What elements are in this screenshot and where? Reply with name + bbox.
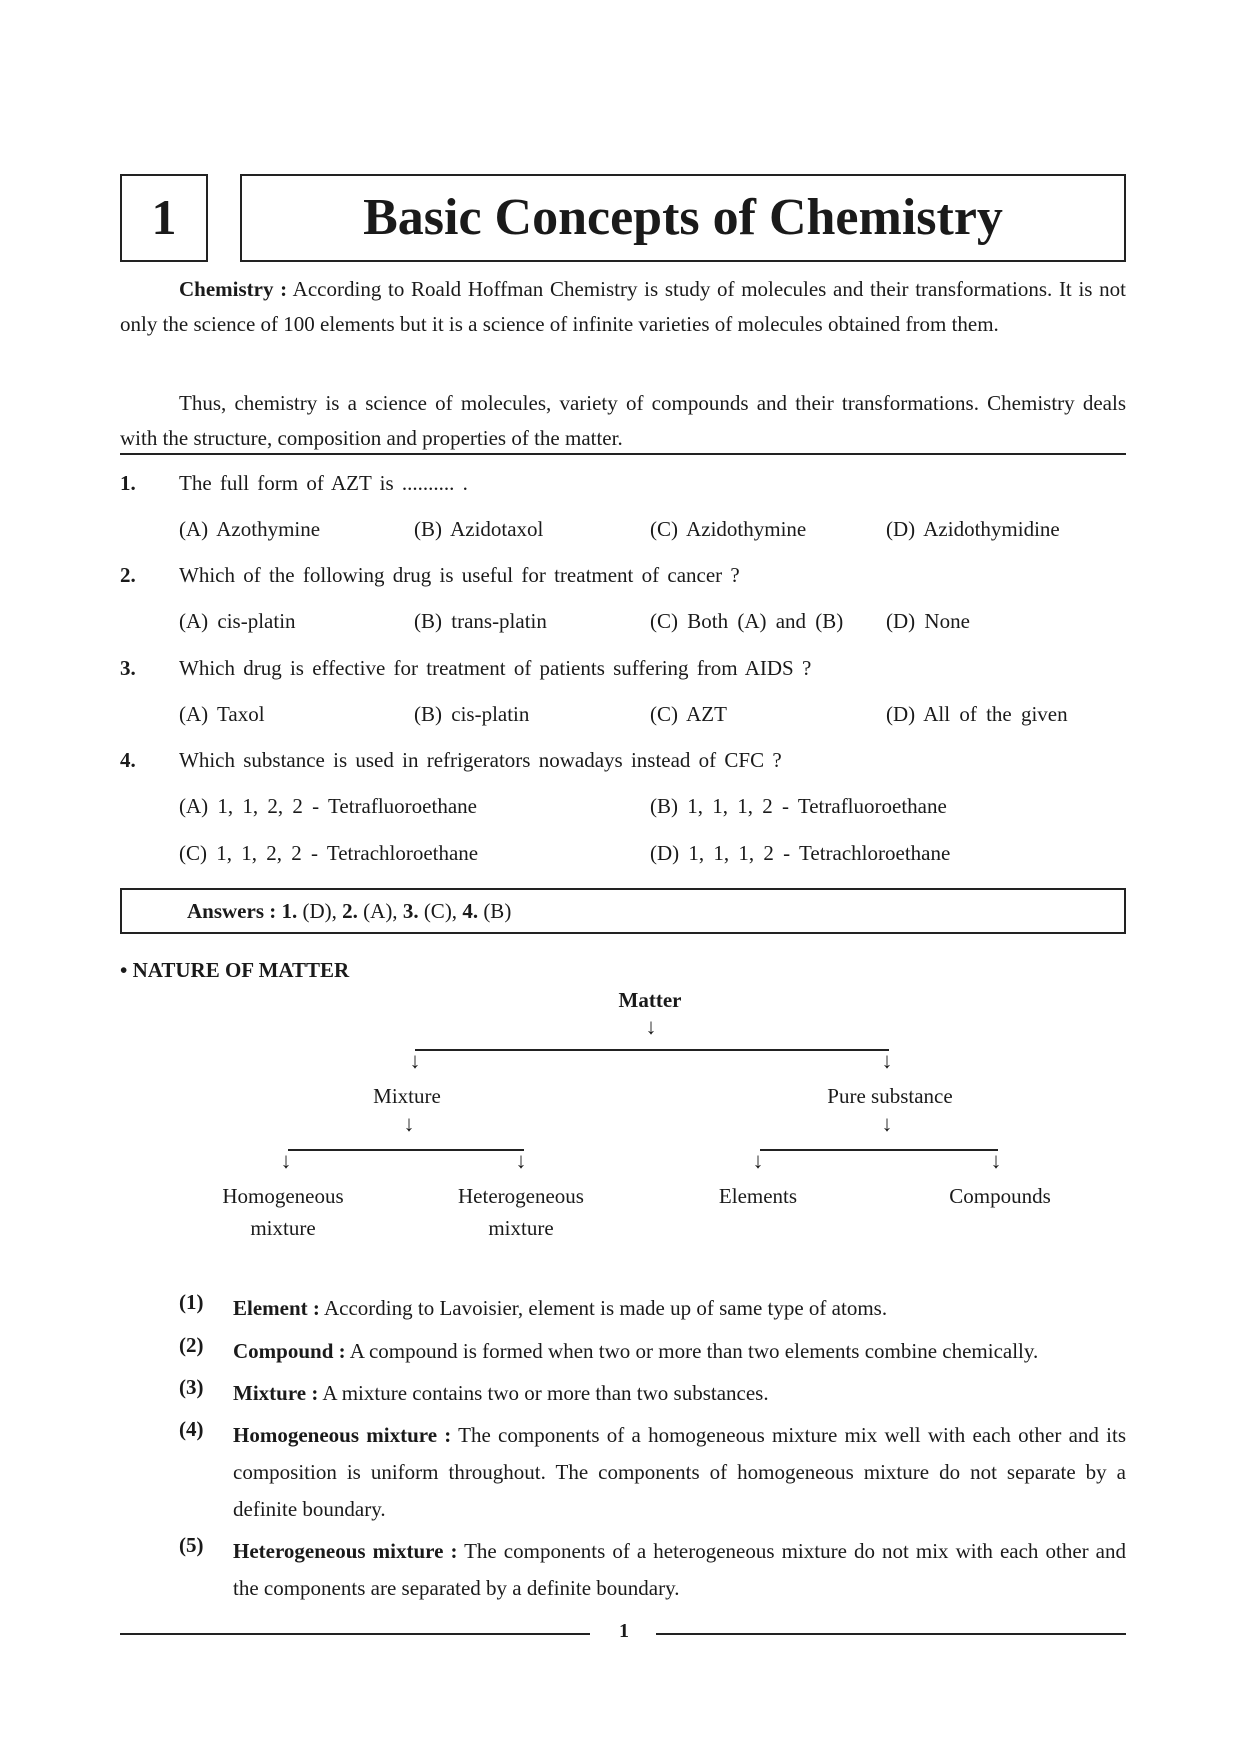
page-number: 1 [619,1620,629,1642]
definition-5-term: Heterogeneous mixture : [233,1539,458,1563]
section-heading [120,958,349,983]
question-3-number: 3. [120,656,136,680]
question-2-text: Which of the following drug is useful for treatment of cancer ? [179,563,740,587]
definition-3-text: A mixture contains two or more than two substances. [318,1381,769,1405]
answer-4-value: (B) [483,899,512,923]
section-title: NATURE OF MATTER [132,958,350,982]
tree-node-mixture: Mixture [373,1084,441,1108]
homogeneous-line-1: Homogeneous [222,1184,344,1208]
answer-4-number: 4. [462,899,479,923]
question-1-option-b: (B) Azidotaxol [414,517,544,541]
question-1-option-d: (D) Azidothymidine [886,517,1060,541]
definition-3-number: (3) [179,1375,204,1399]
question-3-option-c: (C) AZT [650,702,727,726]
definition-1-number: (1) [179,1290,204,1314]
question-4-number: 4. [120,748,136,772]
chapter-number: 1 [120,174,208,262]
footer-line-left [120,1633,590,1635]
definition-3 [233,1375,1126,1412]
tree-node-compounds: Compounds [949,1184,1051,1208]
definition-4-text: The components of a homogeneous mixture mix well with each other and its composition is uniform throughout. The components of homogeneous mixture do not separate by a definite boundary. [233,1423,1126,1521]
tree-arrow-to-homogeneous: ↓ [280,1148,292,1173]
tree-node-elements: Elements [718,1184,798,1208]
intro-term-chemistry: Chemistry : [179,277,288,301]
tree-arrow-to-elements: ↓ [752,1148,764,1173]
footer-line-right [656,1633,1126,1635]
question-3-option-a: (A) Taxol [179,702,265,726]
answers-box [120,888,1126,934]
answer-2-value: (A), [363,899,398,923]
definition-2-number: (2) [179,1333,204,1357]
definition-5 [233,1533,1126,1607]
homogeneous-line-2: mixture [250,1216,316,1240]
answer-2-number: 2. [342,899,358,923]
tree-arrow-mixture: ↓ [403,1111,415,1136]
question-2-option-d: (D) None [886,609,970,633]
tree-branch-mixture [288,1149,524,1151]
intro-text-1: According to Roald Hoffman Chemistry is study of molecules and their transformations. It is not only the science of 100 elements but it is a science of infinite varieties of molecules obtained from them. [120,277,1126,336]
tree-arrow-to-pure: ↓ [881,1048,893,1073]
definition-5-text: The components of a heterogeneous mixture do not mix with each other and the components are separated by a definite boundary. [233,1539,1126,1600]
tree-arrow-pure: ↓ [881,1111,893,1136]
definition-2-term: Compound : [233,1339,346,1363]
answers-label: Answers : [187,899,277,923]
definition-2 [233,1333,1126,1370]
question-4-option-b: (B) 1, 1, 1, 2 - Tetrafluoroethane [650,794,947,818]
section-divider [120,453,1126,455]
intro-paragraph-2: Thus, chemistry is a science of molecules, variety of compounds and their transformations. Chemistry deals with the structure, composition and properties of the matter. [120,391,1126,450]
definition-1-term: Element : [233,1296,320,1320]
question-4-text: Which substance is used in refrigerators nowadays instead of CFC ? [179,748,782,772]
bullet-icon: • [120,958,128,982]
question-2-option-b: (B) trans-platin [414,609,547,633]
question-2-number: 2. [120,563,136,587]
tree-arrow-to-heterogeneous: ↓ [515,1148,527,1173]
answer-3-number: 3. [402,899,419,923]
question-1-number: 1. [120,471,136,495]
definition-4-term: Homogeneous mixture : [233,1423,452,1447]
question-1-option-a: (A) Azothymine [179,517,321,541]
tree-branch-pure [760,1149,998,1151]
question-4-option-d: (D) 1, 1, 1, 2 - Tetrachloroethane [650,841,951,865]
definition-4 [233,1417,1126,1528]
definition-2-text: A compound is formed when two or more than two elements combine chemically. [345,1339,1039,1363]
definition-1-text: According to Lavoisier, element is made up of same type of atoms. [319,1296,888,1320]
question-4-option-a: (A) 1, 1, 2, 2 - Tetrafluoroethane [179,794,477,818]
tree-arrow-matter: ↓ [645,1014,657,1039]
question-2-option-c: (C) Both (A) and (B) [650,609,844,633]
tree-arrow-to-compounds: ↓ [990,1148,1002,1173]
answer-1-value: (D), [302,899,337,923]
answer-3-value: (C), [423,899,458,923]
answer-1-number: 1. [281,899,298,923]
question-3-text: Which drug is effective for treatment of patients suffering from AIDS ? [179,656,812,680]
tree-node-heterogeneous [436,1180,606,1244]
question-1-text: The full form of AZT is .......... . [179,471,468,495]
tree-node-homogeneous [198,1180,368,1244]
question-4-option-c: (C) 1, 1, 2, 2 - Tetrachloroethane [179,841,479,865]
tree-arrow-to-mixture: ↓ [409,1048,421,1073]
tree-branch-matter [415,1049,889,1051]
question-1-option-c: (C) Azidothymine [650,517,807,541]
question-3-option-b: (B) cis-platin [414,702,530,726]
heterogeneous-line-1: Heterogeneous [458,1184,584,1208]
question-3-option-d: (D) All of the given [886,702,1068,726]
intro-paragraph-1 [120,272,1126,341]
definition-5-number: (5) [179,1533,204,1557]
definition-1 [233,1290,1126,1327]
chapter-title: Basic Concepts of Chemistry [240,174,1126,262]
definition-3-term: Mixture : [233,1381,319,1405]
question-2-option-a: (A) cis-platin [179,609,296,633]
tree-node-pure-substance: Pure substance [827,1084,953,1108]
definition-4-number: (4) [179,1417,204,1441]
heterogeneous-line-2: mixture [488,1216,554,1240]
tree-node-matter: Matter [618,988,682,1012]
